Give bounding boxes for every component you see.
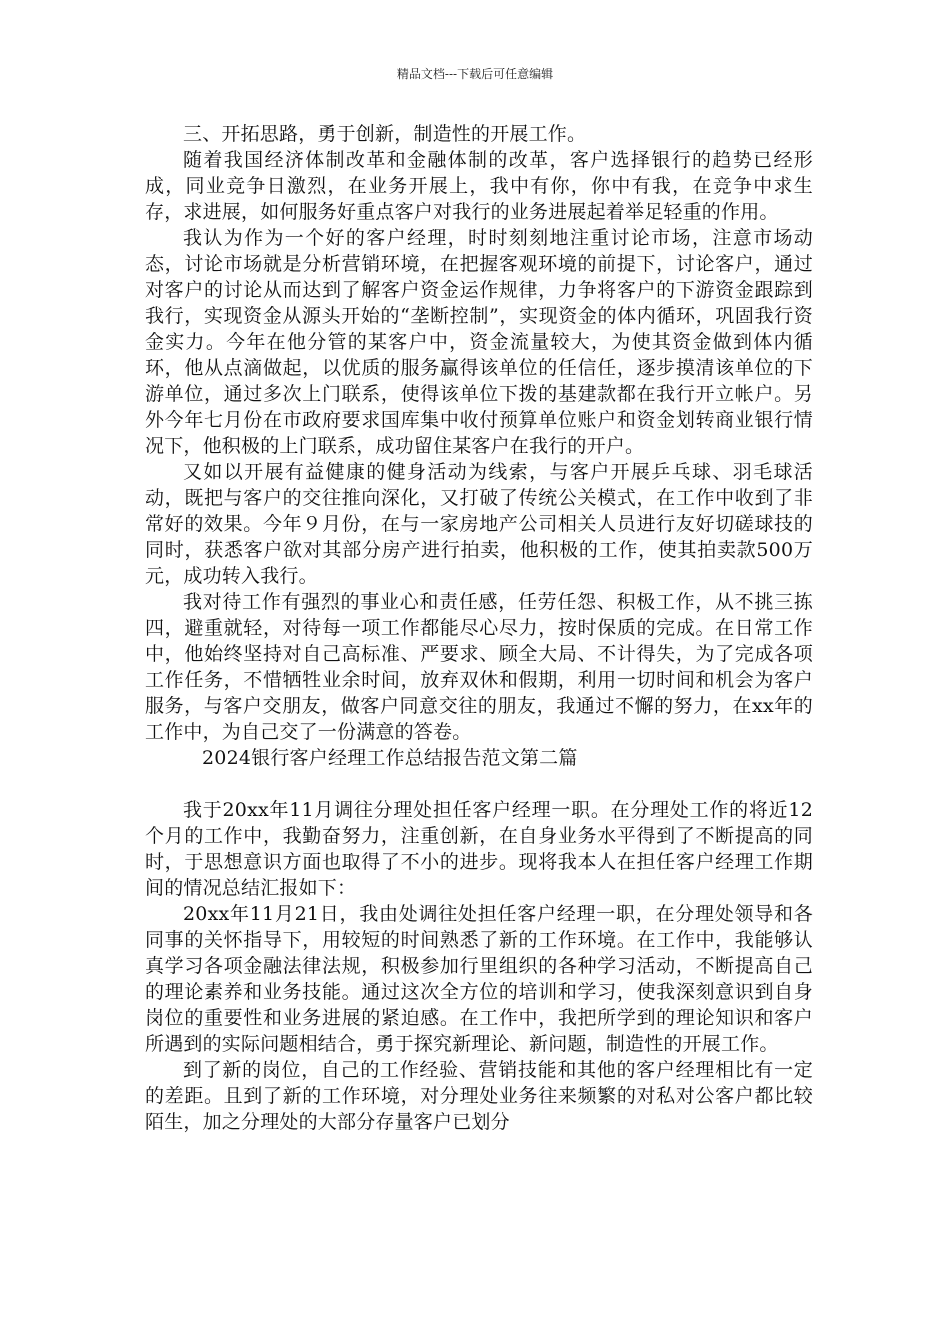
document-body xyxy=(145,121,813,1135)
blank-line xyxy=(145,771,813,797)
paragraph: 我于20xx年11月调往分理处担任客户经理一职。在分理处工作的将近12个月的工作中，我勤奋努力，注重创新，在自身业务水平得到了不断提高的同时，于思想意识方面也取得了不小的进步。现将我本人在担任客户经理工作期间的情况总结汇报如下： xyxy=(145,799,813,899)
section-heading: 三、开拓思路，勇于创新，制造性的开展工作。 xyxy=(183,123,587,145)
paragraph: 随着我国经济体制改革和金融体制的改革，客户选择银行的趋势已经形成，同业竞争日激烈，在业务开展上，我中有你，你中有我，在竞争中求生存，求进展，如何服务好重点客户对我行的业务进展起着举足轻重的作用。 xyxy=(145,149,813,223)
paragraph: 又如以开展有益健康的健身活动为线索，与客户开展乒乓球、羽毛球活动，既把与客户的交往推向深化，又打破了传统公关模式，在工作中收到了非常好的效果。今年９月份，在与一家房地产公司相关人员进行友好切磋球技的同时，获悉客户欲对其部分房产进行拍卖，他积极的工作，使其拍卖款500万元，成功转入我行。 xyxy=(145,461,813,587)
paragraph: 20xx年11月21日，我由处调往处担任客户经理一职，在分理处领导和各同事的关怀指导下，用较短的时间熟悉了新的工作环境。在工作中，我能够认真学习各项金融法律法规，积极参加行里组织的各种学习活动，不断提高自己的理论素养和业务技能。通过这次全方位的培训和学习，使我深刻意识到自身岗位的重要性和业务进展的紧迫感。在工作中，我把所学到的理论知识和客户所遇到的实际问题相结合，勇于探究新理论、新问题，制造性的开展工作。 xyxy=(145,903,813,1055)
paragraph: 到了新的岗位，自己的工作经验、营销技能和其他的客户经理相比有一定的差距。且到了新的工作环境，对分理处业务往来频繁的对私对公客户都比较陌生，加之分理处的大部分存量客户已划分 xyxy=(145,1059,813,1133)
article-title: 2024银行客户经理工作总结报告范文第二篇 xyxy=(202,747,578,769)
paragraph: 我对待工作有强烈的事业心和责任感，任劳任怨、积极工作，从不挑三拣四，避重就轻，对待每一项工作都能尽心尽力，按时保质的完成。在日常工作中，他始终坚持对自己高标准、严要求、顾全大局、不计得失，为了完成各项工作任务，不惜牺牲业余时间，放弃双休和假期，利用一切时间和机会为客户服务，与客户交朋友，做客户同意交往的朋友，我通过不懈的努力，在xx年的工作中，为自己交了一份满意的答卷。 xyxy=(145,591,813,743)
paragraph: 我认为作为一个好的客户经理，时时刻刻地注重讨论市场，注意市场动态，讨论市场就是分析营销环境，在把握客观环境的前提下，讨论客户，通过对客户的讨论从而达到了解客户资金运作规律，力争将客户的下游资金跟踪到我行，实现资金从源头开始的“垄断控制”，实现资金的体内循环，巩固我行资金实力。今年在他分管的某客户中，资金流量较大，为使其资金做到体内循环，他从点滴做起，以优质的服务赢得该单位的任信任，逐步摸清该单位的下游单位，通过多次上门联系，使得该单位下拨的基建款都在我行开立帐户。另外今年七月份在市政府要求国库集中收付预算单位账户和资金划转商业银行情况下，他积极的上门联系，成功留住某客户在我行的开户。 xyxy=(145,227,813,457)
page-header: 精品文档---下载后可任意编辑 xyxy=(396,67,554,81)
